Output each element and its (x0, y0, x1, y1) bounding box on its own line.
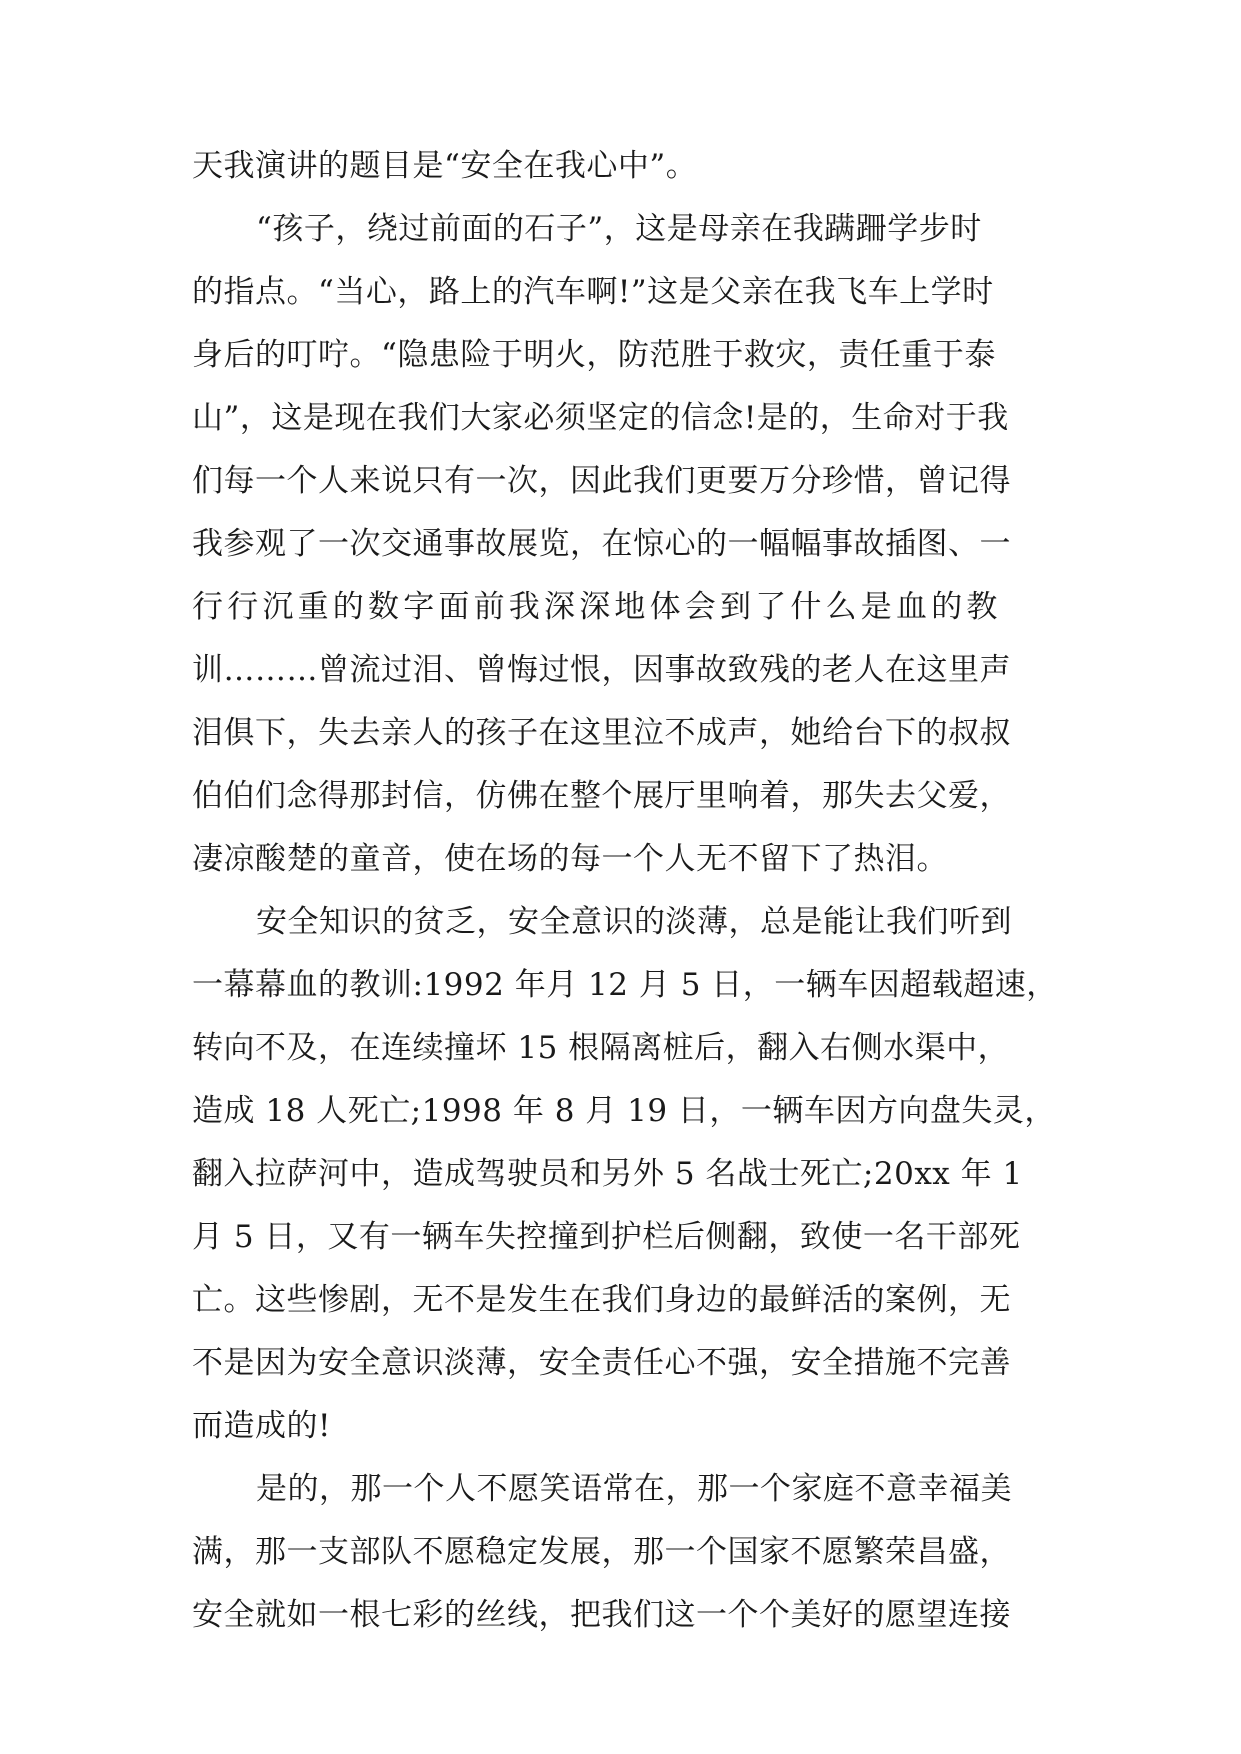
text-line: “孩子，绕过前面的石子”，这是母亲在我蹒跚学步时 (256, 211, 982, 247)
text-line: 月 5 日，又有一辆车失控撞到护栏后侧翻，致使一名干部死 (192, 1219, 1021, 1255)
text-line: 我参观了一次交通事故展览，在惊心的一幅幅事故插图、一 (192, 526, 1011, 562)
text-line: 翻入拉萨河中，造成驾驶员和另外 5 名战士死亡;20xx 年 1 (192, 1156, 1023, 1192)
text-line: 转向不及，在连续撞坏 15 根隔离桩后，翻入右侧水渠中， (192, 1030, 1010, 1066)
text-line: 行行沉重的数字面前我深深地体会到了什么是血的教 (192, 589, 1002, 625)
text-line: 山”，这是现在我们大家必须坚定的信念!是的，生命对于我 (192, 400, 1009, 436)
text-line: 泪俱下，失去亲人的孩子在这里泣不成声，她给台下的叔叔 (192, 715, 1011, 751)
text-line: 安全就如一根七彩的丝线，把我们这一个个美好的愿望连接 (192, 1597, 1011, 1633)
text-line: 造成 18 人死亡;1998 年 8 月 19 日，一辆车因方向盘失灵， (192, 1093, 1056, 1129)
text-line: 们每一个人来说只有一次，因此我们更要万分珍惜，曾记得 (192, 463, 1011, 499)
text-line: 安全知识的贫乏，安全意识的淡薄，总是能让我们听到 (256, 904, 1012, 940)
text-line: 天我演讲的题目是“安全在我心中”。 (192, 148, 698, 184)
text-line: 伯伯们念得那封信，仿佛在整个展厅里响着，那失去父爱， (192, 778, 1011, 814)
text-line: 一幕幕血的教训:1992 年月 12 月 5 日，一辆车因超载超速， (192, 967, 1058, 1003)
text-line: 不是因为安全意识淡薄，安全责任心不强，安全措施不完善 (192, 1345, 1011, 1381)
text-line: 亡。这些惨剧，无不是发生在我们身边的最鲜活的案例，无 (192, 1282, 1011, 1318)
text-line: 是的，那一个人不愿笑语常在，那一个家庭不意幸福美 (256, 1471, 1012, 1507)
text-line: 凄凉酸楚的童音，使在场的每一个人无不留下了热泪。 (192, 841, 948, 877)
text-line: 身后的叮咛。“隐患险于明火，防范胜于救灾，责任重于泰 (192, 337, 996, 373)
text-line: 训………曾流过泪、曾悔过恨，因事故致残的老人在这里声 (192, 652, 1011, 688)
text-line: 而造成的! (192, 1408, 331, 1444)
text-line: 满，那一支部队不愿稳定发展，那一个国家不愿繁荣昌盛， (192, 1534, 1011, 1570)
text-line: 的指点。“当心，路上的汽车啊!”这是父亲在我飞车上学时 (192, 274, 994, 310)
